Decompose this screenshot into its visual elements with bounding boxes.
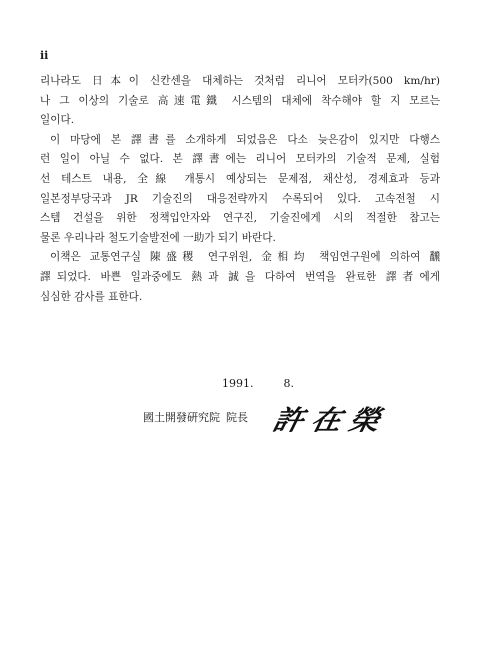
handwritten-signature: 許在榮 xyxy=(269,405,391,437)
signer-role: 院長 xyxy=(226,411,248,424)
paragraph-3-line-2: 譯되었다. 바쁜 일과중에도 熱과 誠을 다하여 번역을 완료한 譯者에게 xyxy=(40,270,440,283)
page-number: ii xyxy=(40,49,49,62)
institution-name: 國土開發硏究院 xyxy=(143,411,220,424)
paragraph-2-line-6: 물론 우리나라 철도기술발전에 一助가 되기 바란다. xyxy=(40,231,276,244)
paragraph-2-line-4: 일본정부당국과 JR 기술진의 대응전략까지 수록되어 있다. 고속전철 시 xyxy=(40,192,440,205)
paragraph-3-line-1: 이책은 교통연구실 陳盛稷 연구위원, 金相均 책임연구원에 의하여 飜 xyxy=(50,251,440,264)
body-text xyxy=(40,72,440,307)
paragraph-2-line-1: 이 마당에 본 譯書를 소개하게 되었음은 다소 늦은감이 있지만 다행스 xyxy=(50,133,440,146)
institution-line xyxy=(143,409,248,425)
paragraph-1-line-1: 리나라도 日本이 신칸센을 대체하는 것처럼 리니어 모터카(500 km/hr) xyxy=(40,75,440,87)
document-date xyxy=(222,377,294,390)
signature-block xyxy=(143,400,443,440)
paragraph-3-line-3: 심심한 감사를 표한다. xyxy=(40,290,143,303)
paragraph-1-line-2: 나 그 이상의 기술로 高速電鐵 시스템의 대체에 착수해야 할 지 모르는 xyxy=(40,94,440,107)
paragraph-2-line-3: 선 테스트 내용, 全線 개통시 예상되는 문제점, 채산성, 경제효과 등과 xyxy=(40,172,440,185)
date-month: 8. xyxy=(283,377,294,390)
paragraph-2-line-5: 스템 건설을 위한 정책입안자와 연구진, 기술진에게 시의 적절한 참고는 xyxy=(40,212,440,225)
date-year: 1991. xyxy=(222,377,254,390)
paragraph-1-line-3: 일이다. xyxy=(40,114,75,127)
paragraph-2-line-2: 런 일이 아닐 수 없다. 본 譯書에는 리니어 모터카의 기술적 문제, 실험 xyxy=(40,153,440,166)
